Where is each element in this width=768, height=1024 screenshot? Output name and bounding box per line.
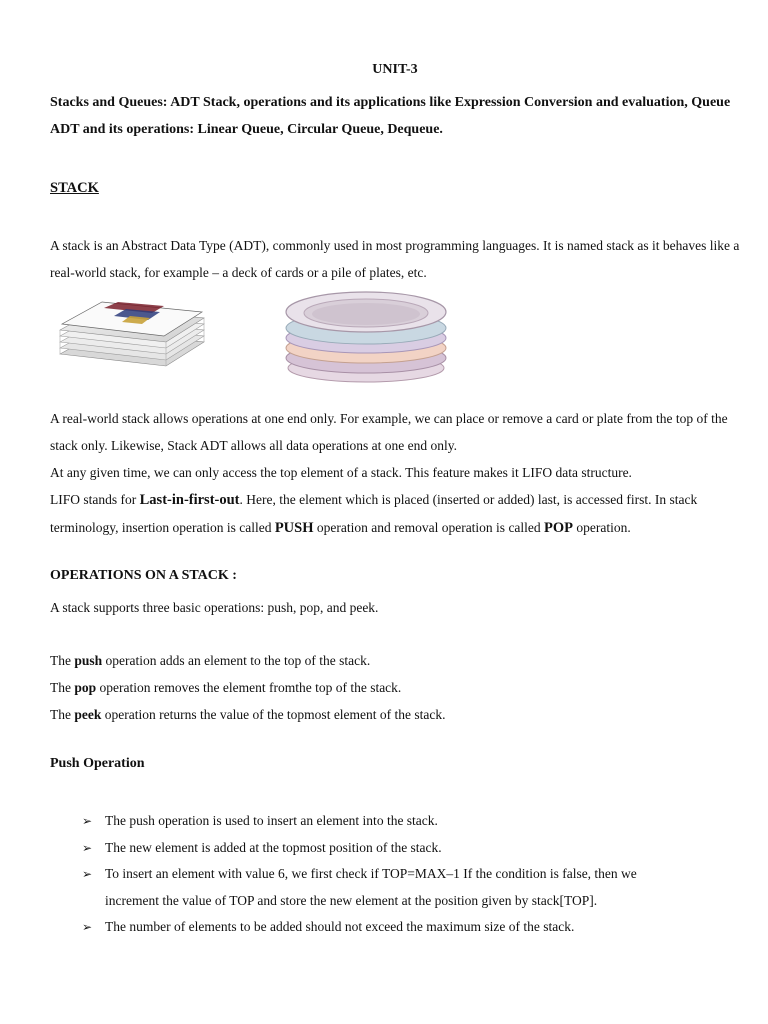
pop-keyword: POP <box>544 520 574 536</box>
operation-peek <box>50 701 742 728</box>
operations-list <box>50 647 742 728</box>
push-operation-heading: Push Operation <box>50 756 145 771</box>
list-item <box>50 861 742 914</box>
op-keyword: peek <box>74 707 102 722</box>
realworld-paragraph <box>50 405 742 542</box>
lifo-text-e: operation. <box>573 520 631 535</box>
lifo-text-d: operation and removal operation is called <box>313 520 545 535</box>
unit-subtitle: Stacks and Queues: ADT Stack, operations and its applications like Expression Conversion and evaluation, Queue ADT and its operations: Linear Queue, Circular Queue, Dequeue. <box>50 95 731 137</box>
op-text: The <box>50 653 75 668</box>
deck-of-cards-image <box>56 296 206 372</box>
stack-intro-paragraph: A stack is an Abstract Data Type (ADT), commonly used in most programming languages. It is named stack as it behaves like a real-world stack, for example – a deck of cards or a pile of plates, etc. <box>50 238 740 280</box>
list-item <box>50 808 742 835</box>
op-text: The <box>50 680 75 695</box>
arrow-bullet-icon: ➢ <box>82 840 93 855</box>
list-item <box>50 835 742 862</box>
lifo-keyword: Last-in-first-out <box>139 492 240 508</box>
pile-of-plates-image <box>282 288 454 388</box>
op-keyword: pop <box>74 680 97 695</box>
realworld-line-1: A real-world stack allows operations at one end only. For example, we can place or remove a card or plate from the top of the stack only. Likewise, Stack ADT allows all data operations at one end only. <box>50 411 728 453</box>
arrow-bullet-icon: ➢ <box>82 867 93 881</box>
push-bullet-list <box>50 808 742 941</box>
bullet-text: The push operation is used to insert an element into the stack. <box>105 813 438 828</box>
op-text: operation removes the element fromthe top of the stack. <box>96 680 402 695</box>
bullet-text: The number of elements to be added should not exceed the maximum size of the stack. <box>105 919 575 934</box>
op-keyword: push <box>74 653 103 668</box>
operation-pop <box>50 674 742 701</box>
unit-title: UNIT-3 <box>372 62 418 77</box>
bullet-text: The new element is added at the topmost position of the stack. <box>105 839 442 855</box>
operation-push <box>50 647 742 674</box>
bullet-text: To insert an element with value 6, we first check if TOP=MAX–1 If the condition is false, then we increment the value of TOP and store the new element at the position given by stack[TOP]. <box>105 866 637 908</box>
list-item <box>50 914 742 941</box>
lifo-definition <box>50 486 742 542</box>
arrow-bullet-icon: ➢ <box>82 920 93 934</box>
operations-intro: A stack supports three basic operations: push, pop, and peek. <box>50 600 379 615</box>
illustrations <box>50 288 740 403</box>
op-text: operation adds an element to the top of the stack. <box>102 653 371 668</box>
lifo-text-a: LIFO stands for <box>50 492 140 507</box>
operations-heading: OPERATIONS ON A STACK : <box>50 568 237 583</box>
realworld-line-2: At any given time, we can only access the top element of a stack. This feature makes it LIFO data structure. <box>50 465 632 480</box>
push-keyword: PUSH <box>274 520 314 536</box>
arrow-bullet-icon: ➢ <box>82 814 93 828</box>
lifo-text-c: . Here, the element which is placed (inserted or added) last, is accessed first. In stack terminology, insertion operation is called <box>50 492 698 535</box>
op-text: The <box>50 707 75 722</box>
op-text: operation returns the value of the topmost element of the stack. <box>101 707 446 722</box>
stack-heading: STACK <box>50 180 99 196</box>
